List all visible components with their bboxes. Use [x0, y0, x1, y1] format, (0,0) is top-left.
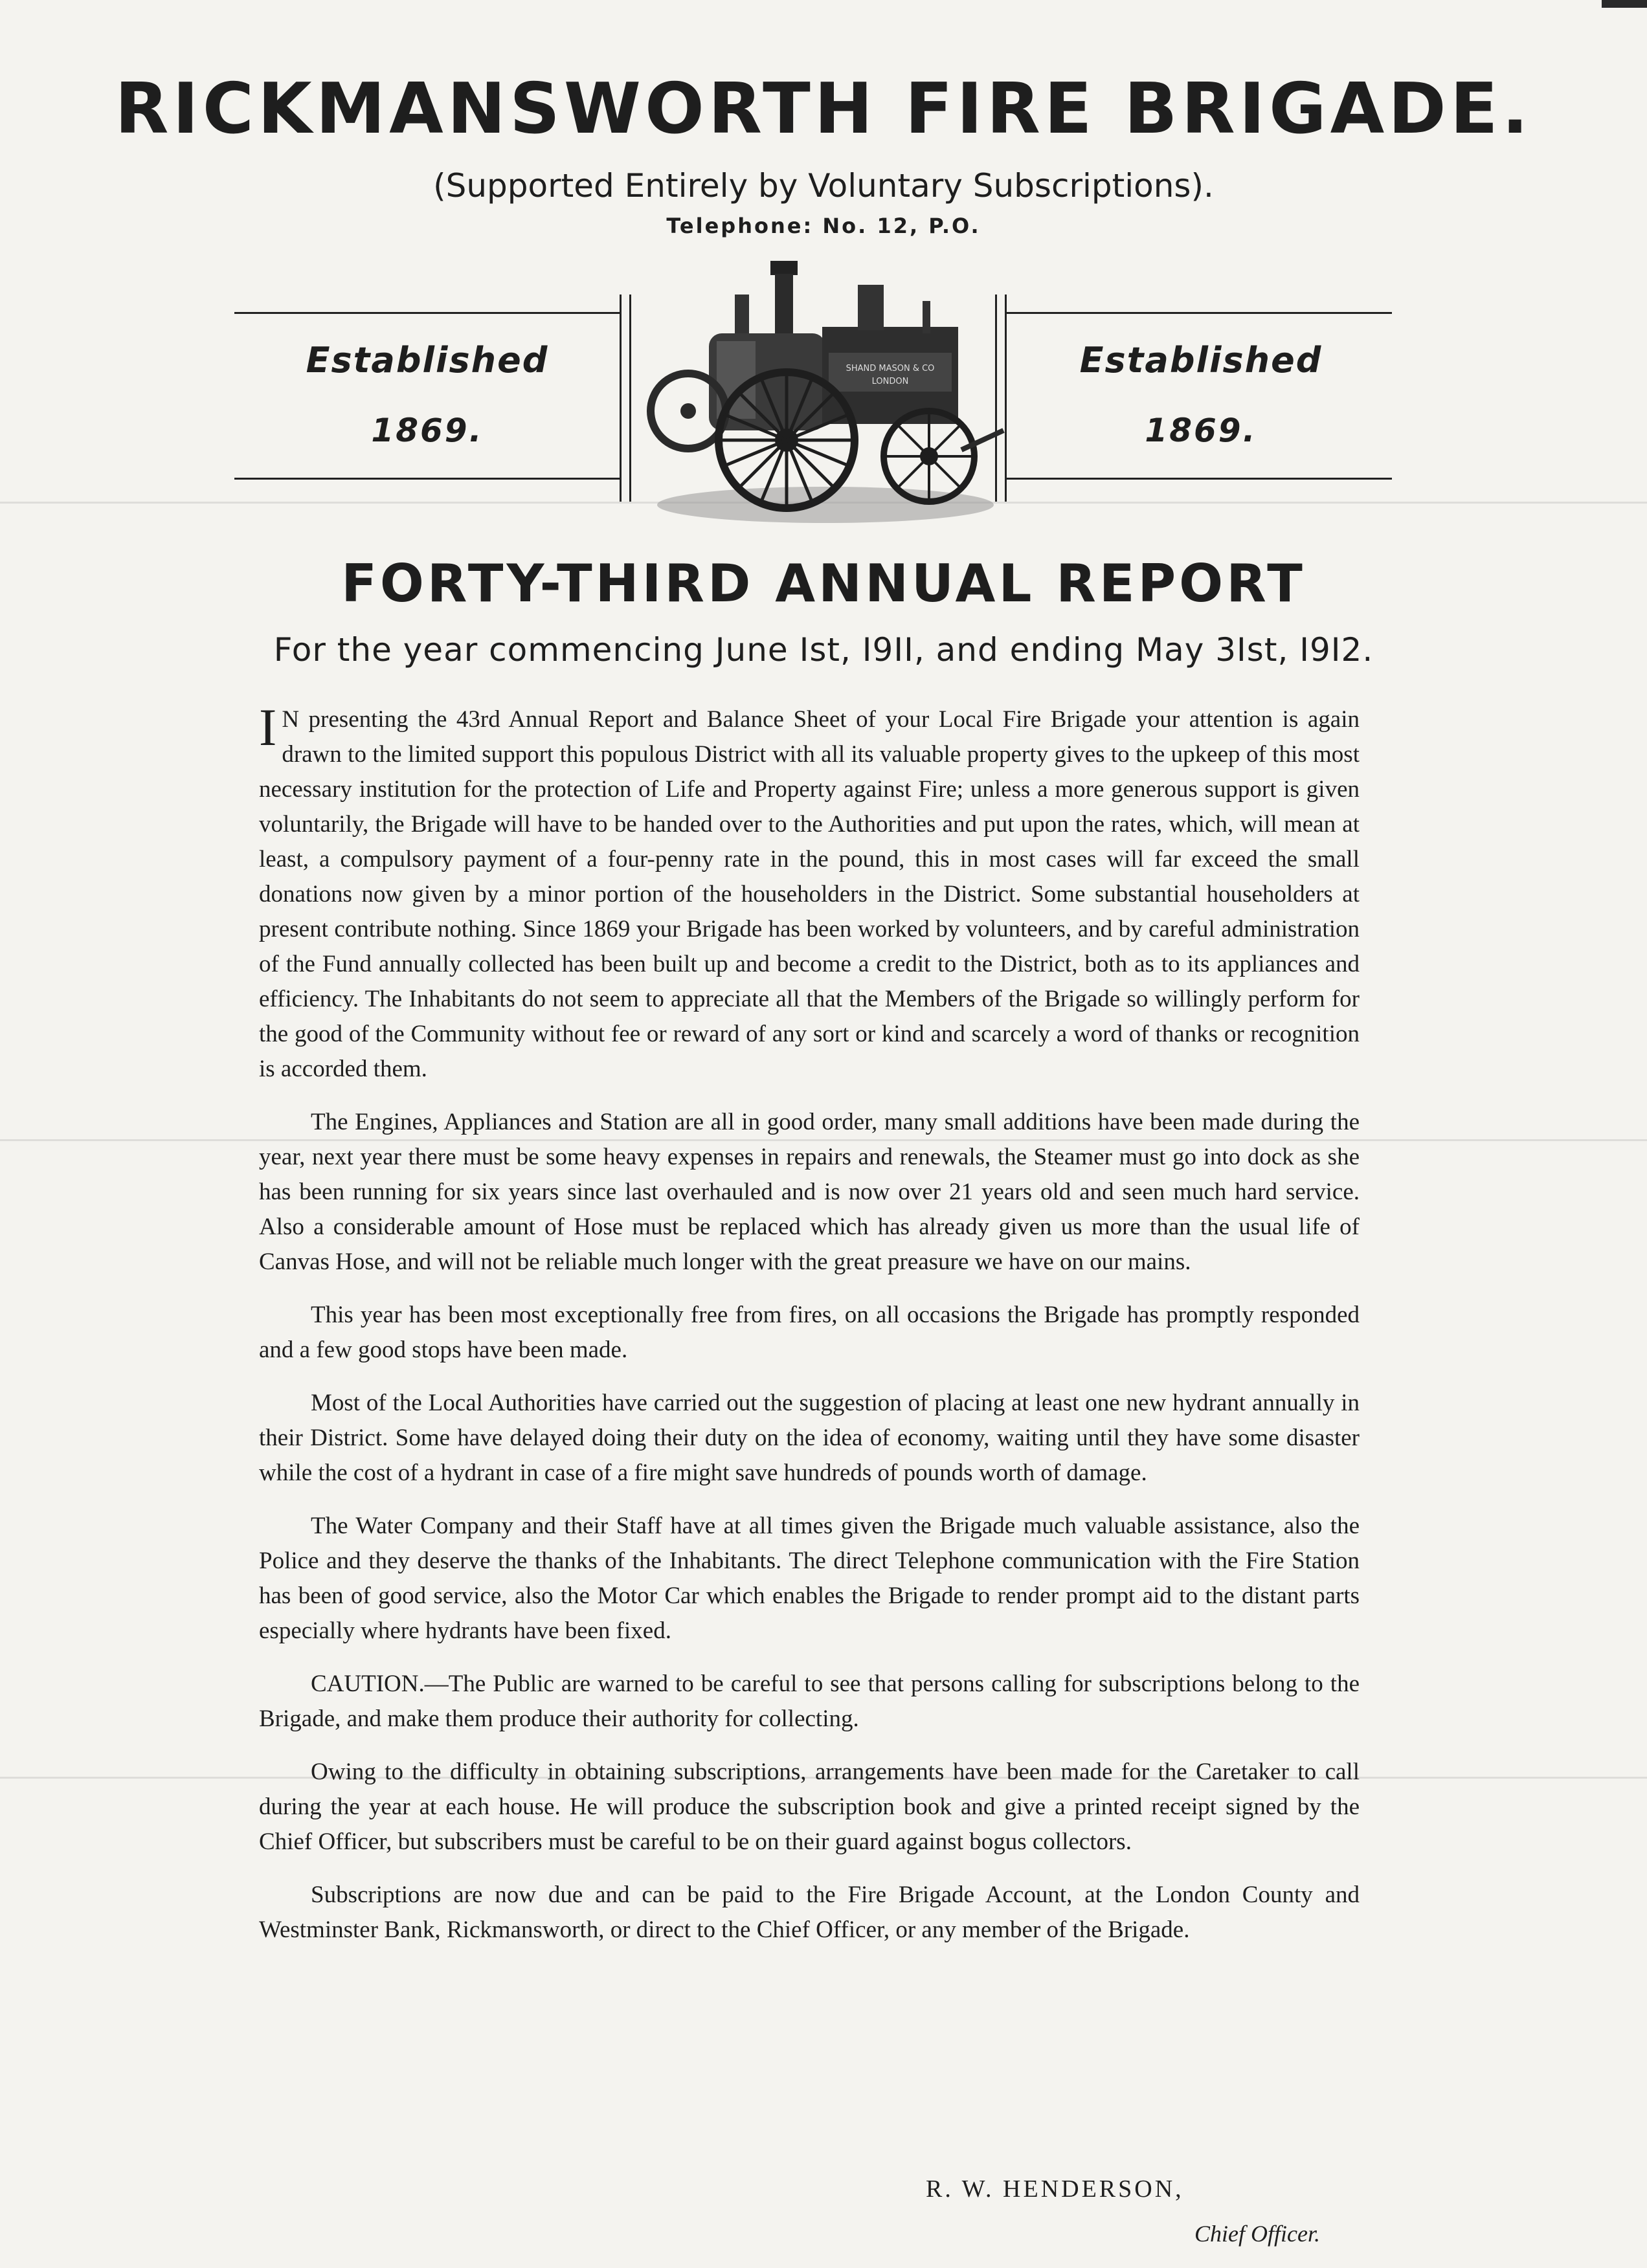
- body-paragraph: This year has been most exceptionally free from fires, on all occasions the Brigade has promptly responded and a few good stops have been made.: [259, 1302, 1360, 1363]
- body-paragraph: The Water Company and their Staff have at all times given the Brigade much valuable assistance, also the Police and they deserve the thanks of the Inhabitants. The direct Telephone communication with the Fire Station has been of good service, also the Motor Car which enables the Brigade to render prompt aid to the distant parts especially where hydrants have been fixed.: [259, 1513, 1360, 1644]
- steam-fire-engine-illustration: [638, 256, 1010, 528]
- report-body: [259, 698, 1360, 1966]
- telephone-line: Telephone: No. 12, P.O.: [666, 214, 981, 238]
- body-paragraph: Most of the Local Authorities have carried out the suggestion of placing at least one new hydrant annually in their District. Some have delayed doing their duty on the idea of economy, waiting until they have some disaster while the cost of a hydrant in case of a fire might save hundreds of pounds worth of damage.: [259, 1390, 1360, 1486]
- divider-rule: [1007, 312, 1392, 314]
- established-year: 1869.: [1145, 412, 1257, 449]
- body-paragraph: Owing to the difficulty in obtaining subscriptions, arrangements have been made for the Caretaker to call during the year at each house. He will produce the subscription book and give a printed receipt signed by the Chief Officer, but subscribers must be careful to be on their guard against bogus collectors.: [259, 1759, 1360, 1855]
- page-edge-mark: [1602, 0, 1647, 8]
- established-right: [1010, 340, 1392, 449]
- signature-title: Chief Officer.: [1194, 2221, 1320, 2247]
- caution-paragraph: CAUTION.—The Public are warned to be careful to see that persons calling for subscriptions belong to the Brigade, and make them produce their authority for collecting.: [259, 1671, 1360, 1732]
- body-paragraph: The Engines, Appliances and Station are all in good order, many small additions have been made during the year, next year there must be some heavy expenses in repairs and renewals, the Steamer must go into dock as she has been running for six years since last overhauled and is now over 21 years old and seen much hard service. Also a considerable amount of Hose must be replaced which has already given us more than the usual life of Canvas Hose, and will not be reliable much longer with the great preasure we have on our mains.: [259, 1109, 1360, 1275]
- engine-plate-line2: LONDON: [871, 377, 909, 386]
- established-label: Established: [1079, 340, 1323, 381]
- established-left: [236, 340, 618, 449]
- divider-rule: [629, 295, 631, 502]
- divider-rule: [234, 312, 620, 314]
- divider-rule: [620, 295, 622, 502]
- divider-rule: [1007, 478, 1392, 480]
- engine-plate-line1: SHAND MASON & CO: [846, 364, 935, 373]
- body-paragraph: I N presenting the 43rd Annual Report and Balance Sheet of your Local Fire Brigade your attention is again drawn to the limited support this populous District with all its valuable property gives to the upkeep of this most necessary institution for the protection of Life and Property against Fire; unless a more generous support is given voluntarily, the Brigade will have to be handed over to the Authorities and put upon the rates, which, will mean at least, a compulsory payment of a four-penny rate in the pound, this in most cases will far exceed the small donations now given by a minor portion of the householders in the District. Some substantial householders at present contribute nothing. Since 1869 your Brigade has been worked by volunteers, and by careful administration of the Fund annually collected has been built up and become a credit to the District, both as to its appliances and efficiency. The Inhabitants do not seem to appreciate all that the Members of the Brigade so willingly perform for the good of the Community without fee or reward of any sort or kind and scarcely a word of thanks or recognition is accorded them.: [259, 698, 1360, 1082]
- divider-rule: [234, 478, 620, 480]
- report-period: For the year commencing June Ist, I9II, and ending May 3Ist, I9I2.: [273, 631, 1374, 669]
- signature-name: R. W. HENDERSON,: [926, 2175, 1184, 2203]
- established-year: 1869.: [371, 412, 484, 449]
- report-title: FORTY-THIRD ANNUAL REPORT: [341, 553, 1306, 614]
- body-paragraph: Subscriptions are now due and can be paid to the Fire Brigade Account, at the London County and Westminster Bank, Rickmansworth, or direct to the Chief Officer, or any member of the Brigade.: [259, 1882, 1360, 1943]
- document-title: RICKMANSWORTH FIRE BRIGADE.: [115, 69, 1532, 150]
- document-subtitle: (Supported Entirely by Voluntary Subscriptions).: [433, 167, 1214, 205]
- established-label: Established: [306, 340, 549, 381]
- drop-cap: I: [259, 698, 277, 757]
